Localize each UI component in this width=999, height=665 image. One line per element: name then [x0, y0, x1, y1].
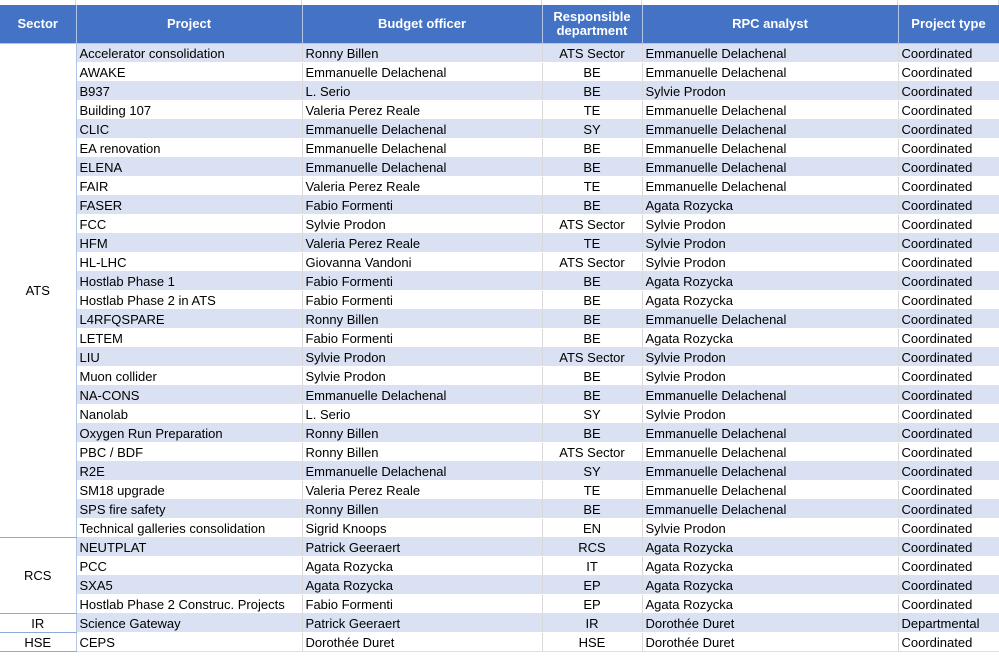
- table-row: [0, 177, 999, 196]
- sector-cell[interactable]: RCS: [0, 538, 76, 614]
- project-cell[interactable]: SM18 upgrade: [76, 481, 302, 500]
- project-cell[interactable]: Science Gateway: [76, 614, 302, 633]
- project-type-cell[interactable]: Coordinated: [898, 215, 999, 234]
- project-type-cell[interactable]: Coordinated: [898, 196, 999, 215]
- table-row: [0, 557, 999, 576]
- header-responsible-department[interactable]: Responsible department: [542, 5, 642, 44]
- project-cell[interactable]: FAIR: [76, 177, 302, 196]
- project-cell[interactable]: CLIC: [76, 120, 302, 139]
- rpc-analyst-cell[interactable]: Emmanuelle Delachenal: [642, 500, 898, 519]
- project-type-cell[interactable]: Coordinated: [898, 538, 999, 557]
- project-type-cell[interactable]: Coordinated: [898, 367, 999, 386]
- department-cell[interactable]: ATS Sector: [542, 348, 642, 367]
- rpc-analyst-cell[interactable]: Sylvie Prodon: [642, 234, 898, 253]
- projects-table: [0, 5, 999, 652]
- budget-officer-cell[interactable]: Giovanna Vandoni: [302, 253, 542, 272]
- project-cell[interactable]: FASER: [76, 196, 302, 215]
- project-type-cell[interactable]: Coordinated: [898, 576, 999, 595]
- budget-officer-cell[interactable]: Ronny Billen: [302, 443, 542, 462]
- sector-cell[interactable]: IR: [0, 614, 76, 633]
- rpc-analyst-cell[interactable]: Sylvie Prodon: [642, 253, 898, 272]
- table-row: [0, 234, 999, 253]
- budget-officer-cell[interactable]: Emmanuelle Delachenal: [302, 63, 542, 82]
- department-cell[interactable]: BE: [542, 139, 642, 158]
- department-cell[interactable]: BE: [542, 367, 642, 386]
- project-type-cell[interactable]: Coordinated: [898, 120, 999, 139]
- rpc-analyst-cell[interactable]: Agata Rozycka: [642, 329, 898, 348]
- rpc-analyst-cell[interactable]: Emmanuelle Delachenal: [642, 63, 898, 82]
- table-row: [0, 196, 999, 215]
- department-cell[interactable]: TE: [542, 234, 642, 253]
- project-type-cell[interactable]: Coordinated: [898, 139, 999, 158]
- department-cell[interactable]: SY: [542, 462, 642, 481]
- table-row: [0, 614, 999, 633]
- rpc-analyst-cell[interactable]: Agata Rozycka: [642, 595, 898, 614]
- budget-officer-cell[interactable]: Fabio Formenti: [302, 291, 542, 310]
- table-row: [0, 424, 999, 443]
- rpc-analyst-cell[interactable]: Sylvie Prodon: [642, 82, 898, 101]
- header-project[interactable]: Project: [76, 5, 302, 44]
- table-row: [0, 44, 999, 63]
- budget-officer-cell[interactable]: Sylvie Prodon: [302, 215, 542, 234]
- rpc-analyst-cell[interactable]: Agata Rozycka: [642, 557, 898, 576]
- project-cell[interactable]: FCC: [76, 215, 302, 234]
- rpc-analyst-cell[interactable]: Dorothée Duret: [642, 633, 898, 652]
- header-budget-officer[interactable]: Budget officer: [302, 5, 542, 44]
- budget-officer-cell[interactable]: L. Serio: [302, 405, 542, 424]
- project-cell[interactable]: Hostlab Phase 1: [76, 272, 302, 291]
- department-cell[interactable]: BE: [542, 424, 642, 443]
- budget-officer-cell[interactable]: Ronny Billen: [302, 310, 542, 329]
- project-type-cell[interactable]: Coordinated: [898, 234, 999, 253]
- budget-officer-cell[interactable]: Emmanuelle Delachenal: [302, 139, 542, 158]
- rpc-analyst-cell[interactable]: Agata Rozycka: [642, 576, 898, 595]
- budget-officer-cell[interactable]: Emmanuelle Delachenal: [302, 462, 542, 481]
- department-cell[interactable]: BE: [542, 500, 642, 519]
- project-type-cell[interactable]: Coordinated: [898, 424, 999, 443]
- project-cell[interactable]: L4RFQSPARE: [76, 310, 302, 329]
- department-cell[interactable]: BE: [542, 386, 642, 405]
- project-type-cell[interactable]: Coordinated: [898, 101, 999, 120]
- budget-officer-cell[interactable]: Valeria Perez Reale: [302, 234, 542, 253]
- project-type-cell[interactable]: Departmental: [898, 614, 999, 633]
- budget-officer-cell[interactable]: L. Serio: [302, 82, 542, 101]
- project-cell[interactable]: ELENA: [76, 158, 302, 177]
- budget-officer-cell[interactable]: Valeria Perez Reale: [302, 101, 542, 120]
- department-cell[interactable]: ATS Sector: [542, 443, 642, 462]
- project-cell[interactable]: EA renovation: [76, 139, 302, 158]
- project-type-cell[interactable]: Coordinated: [898, 500, 999, 519]
- budget-officer-cell[interactable]: Fabio Formenti: [302, 595, 542, 614]
- project-cell[interactable]: HFM: [76, 234, 302, 253]
- department-cell[interactable]: IT: [542, 557, 642, 576]
- budget-officer-cell[interactable]: Fabio Formenti: [302, 272, 542, 291]
- department-cell[interactable]: SY: [542, 120, 642, 139]
- table-row: [0, 443, 999, 462]
- project-cell[interactable]: LIU: [76, 348, 302, 367]
- rpc-analyst-cell[interactable]: Emmanuelle Delachenal: [642, 139, 898, 158]
- project-type-cell[interactable]: Coordinated: [898, 348, 999, 367]
- project-cell[interactable]: Hostlab Phase 2 in ATS: [76, 291, 302, 310]
- rpc-analyst-cell[interactable]: Agata Rozycka: [642, 291, 898, 310]
- project-type-cell[interactable]: Coordinated: [898, 443, 999, 462]
- project-cell[interactable]: LETEM: [76, 329, 302, 348]
- sector-cell[interactable]: HSE: [0, 633, 76, 652]
- rpc-analyst-cell[interactable]: Emmanuelle Delachenal: [642, 481, 898, 500]
- project-type-cell[interactable]: Coordinated: [898, 253, 999, 272]
- project-type-cell[interactable]: Coordinated: [898, 291, 999, 310]
- header-project-type[interactable]: Project type: [898, 5, 999, 44]
- project-type-cell[interactable]: Coordinated: [898, 557, 999, 576]
- table-row: [0, 120, 999, 139]
- project-type-cell[interactable]: Coordinated: [898, 595, 999, 614]
- project-type-cell[interactable]: Coordinated: [898, 44, 999, 63]
- project-type-cell[interactable]: Coordinated: [898, 310, 999, 329]
- project-cell[interactable]: PBC / BDF: [76, 443, 302, 462]
- department-cell[interactable]: SY: [542, 405, 642, 424]
- rpc-analyst-cell[interactable]: Emmanuelle Delachenal: [642, 120, 898, 139]
- department-cell[interactable]: ATS Sector: [542, 253, 642, 272]
- project-cell[interactable]: Muon collider: [76, 367, 302, 386]
- department-cell[interactable]: BE: [542, 329, 642, 348]
- rpc-analyst-cell[interactable]: Sylvie Prodon: [642, 519, 898, 538]
- project-cell[interactable]: Oxygen Run Preparation: [76, 424, 302, 443]
- table-row: [0, 519, 999, 538]
- rpc-analyst-cell[interactable]: Agata Rozycka: [642, 538, 898, 557]
- budget-officer-cell[interactable]: Dorothée Duret: [302, 633, 542, 652]
- department-cell[interactable]: TE: [542, 101, 642, 120]
- table-row: [0, 595, 999, 614]
- project-cell[interactable]: Nanolab: [76, 405, 302, 424]
- rpc-analyst-cell[interactable]: Sylvie Prodon: [642, 215, 898, 234]
- project-cell[interactable]: R2E: [76, 462, 302, 481]
- budget-officer-cell[interactable]: Ronny Billen: [302, 500, 542, 519]
- department-cell[interactable]: BE: [542, 63, 642, 82]
- table-row: [0, 462, 999, 481]
- project-cell[interactable]: SXA5: [76, 576, 302, 595]
- table-row: [0, 82, 999, 101]
- project-cell[interactable]: Accelerator consolidation: [76, 44, 302, 63]
- budget-officer-cell[interactable]: Sigrid Knoops: [302, 519, 542, 538]
- rpc-analyst-cell[interactable]: Emmanuelle Delachenal: [642, 177, 898, 196]
- budget-officer-cell[interactable]: Patrick Geeraert: [302, 538, 542, 557]
- project-cell[interactable]: CEPS: [76, 633, 302, 652]
- budget-officer-cell[interactable]: Ronny Billen: [302, 424, 542, 443]
- budget-officer-cell[interactable]: Valeria Perez Reale: [302, 177, 542, 196]
- project-type-cell[interactable]: Coordinated: [898, 177, 999, 196]
- department-cell[interactable]: RCS: [542, 538, 642, 557]
- project-cell[interactable]: Technical galleries consolidation: [76, 519, 302, 538]
- table-row: [0, 253, 999, 272]
- sector-cell[interactable]: ATS: [0, 44, 76, 538]
- rpc-analyst-cell[interactable]: Sylvie Prodon: [642, 405, 898, 424]
- rpc-analyst-cell[interactable]: Emmanuelle Delachenal: [642, 101, 898, 120]
- department-cell[interactable]: TE: [542, 177, 642, 196]
- department-cell[interactable]: EP: [542, 576, 642, 595]
- rpc-analyst-cell[interactable]: Emmanuelle Delachenal: [642, 443, 898, 462]
- table-row: [0, 63, 999, 82]
- department-cell[interactable]: BE: [542, 272, 642, 291]
- department-cell[interactable]: ATS Sector: [542, 44, 642, 63]
- project-cell[interactable]: Building 107: [76, 101, 302, 120]
- project-type-cell[interactable]: Coordinated: [898, 405, 999, 424]
- department-cell[interactable]: EP: [542, 595, 642, 614]
- table-row: [0, 329, 999, 348]
- project-cell[interactable]: AWAKE: [76, 63, 302, 82]
- header-sector[interactable]: Sector: [0, 5, 76, 44]
- project-cell[interactable]: HL-LHC: [76, 253, 302, 272]
- project-cell[interactable]: Hostlab Phase 2 Construc. Projects: [76, 595, 302, 614]
- rpc-analyst-cell[interactable]: Emmanuelle Delachenal: [642, 158, 898, 177]
- rpc-analyst-cell[interactable]: Emmanuelle Delachenal: [642, 424, 898, 443]
- project-type-cell[interactable]: Coordinated: [898, 63, 999, 82]
- budget-officer-cell[interactable]: Emmanuelle Delachenal: [302, 120, 542, 139]
- department-cell[interactable]: ATS Sector: [542, 215, 642, 234]
- budget-officer-cell[interactable]: Patrick Geeraert: [302, 614, 542, 633]
- budget-officer-cell[interactable]: Sylvie Prodon: [302, 348, 542, 367]
- table-row: [0, 215, 999, 234]
- budget-officer-cell[interactable]: Agata Rozycka: [302, 576, 542, 595]
- table-row: [0, 386, 999, 405]
- table-row: [0, 405, 999, 424]
- rpc-analyst-cell[interactable]: Emmanuelle Delachenal: [642, 44, 898, 63]
- project-type-cell[interactable]: Coordinated: [898, 519, 999, 538]
- project-type-cell[interactable]: Coordinated: [898, 481, 999, 500]
- rpc-analyst-cell[interactable]: Agata Rozycka: [642, 272, 898, 291]
- table-row: [0, 576, 999, 595]
- table-row: [0, 367, 999, 386]
- budget-officer-cell[interactable]: Ronny Billen: [302, 44, 542, 63]
- rpc-analyst-cell[interactable]: Emmanuelle Delachenal: [642, 462, 898, 481]
- header-row: [0, 5, 999, 44]
- budget-officer-cell[interactable]: Emmanuelle Delachenal: [302, 158, 542, 177]
- project-type-cell[interactable]: Coordinated: [898, 272, 999, 291]
- budget-officer-cell[interactable]: Emmanuelle Delachenal: [302, 386, 542, 405]
- budget-officer-cell[interactable]: Valeria Perez Reale: [302, 481, 542, 500]
- department-cell[interactable]: EN: [542, 519, 642, 538]
- department-cell[interactable]: BE: [542, 291, 642, 310]
- project-cell[interactable]: PCC: [76, 557, 302, 576]
- project-type-cell[interactable]: Coordinated: [898, 386, 999, 405]
- project-cell[interactable]: B937: [76, 82, 302, 101]
- budget-officer-cell[interactable]: Fabio Formenti: [302, 329, 542, 348]
- department-cell[interactable]: BE: [542, 158, 642, 177]
- project-type-cell[interactable]: Coordinated: [898, 158, 999, 177]
- department-cell[interactable]: TE: [542, 481, 642, 500]
- department-cell[interactable]: BE: [542, 310, 642, 329]
- budget-officer-cell[interactable]: Fabio Formenti: [302, 196, 542, 215]
- table-row: [0, 633, 999, 652]
- header-rpc-analyst[interactable]: RPC analyst: [642, 5, 898, 44]
- rpc-analyst-cell[interactable]: Agata Rozycka: [642, 196, 898, 215]
- table-row: [0, 272, 999, 291]
- department-cell[interactable]: BE: [542, 82, 642, 101]
- rpc-analyst-cell[interactable]: Emmanuelle Delachenal: [642, 310, 898, 329]
- project-type-cell[interactable]: Coordinated: [898, 82, 999, 101]
- budget-officer-cell[interactable]: Agata Rozycka: [302, 557, 542, 576]
- rpc-analyst-cell[interactable]: Emmanuelle Delachenal: [642, 386, 898, 405]
- project-type-cell[interactable]: Coordinated: [898, 633, 999, 652]
- table-row: [0, 310, 999, 329]
- department-cell[interactable]: IR: [542, 614, 642, 633]
- table-body: [0, 44, 999, 652]
- table-row: [0, 500, 999, 519]
- project-type-cell[interactable]: Coordinated: [898, 462, 999, 481]
- table-row: [0, 291, 999, 310]
- rpc-analyst-cell[interactable]: Dorothée Duret: [642, 614, 898, 633]
- project-cell[interactable]: NEUTPLAT: [76, 538, 302, 557]
- project-cell[interactable]: SPS fire safety: [76, 500, 302, 519]
- rpc-analyst-cell[interactable]: Sylvie Prodon: [642, 367, 898, 386]
- budget-officer-cell[interactable]: Sylvie Prodon: [302, 367, 542, 386]
- table-row: [0, 101, 999, 120]
- rpc-analyst-cell[interactable]: Sylvie Prodon: [642, 348, 898, 367]
- table-row: [0, 348, 999, 367]
- project-cell[interactable]: NA-CONS: [76, 386, 302, 405]
- table-row: [0, 139, 999, 158]
- table-row: [0, 481, 999, 500]
- department-cell[interactable]: BE: [542, 196, 642, 215]
- project-type-cell[interactable]: Coordinated: [898, 329, 999, 348]
- department-cell[interactable]: HSE: [542, 633, 642, 652]
- table-row: [0, 538, 999, 557]
- table-row: [0, 158, 999, 177]
